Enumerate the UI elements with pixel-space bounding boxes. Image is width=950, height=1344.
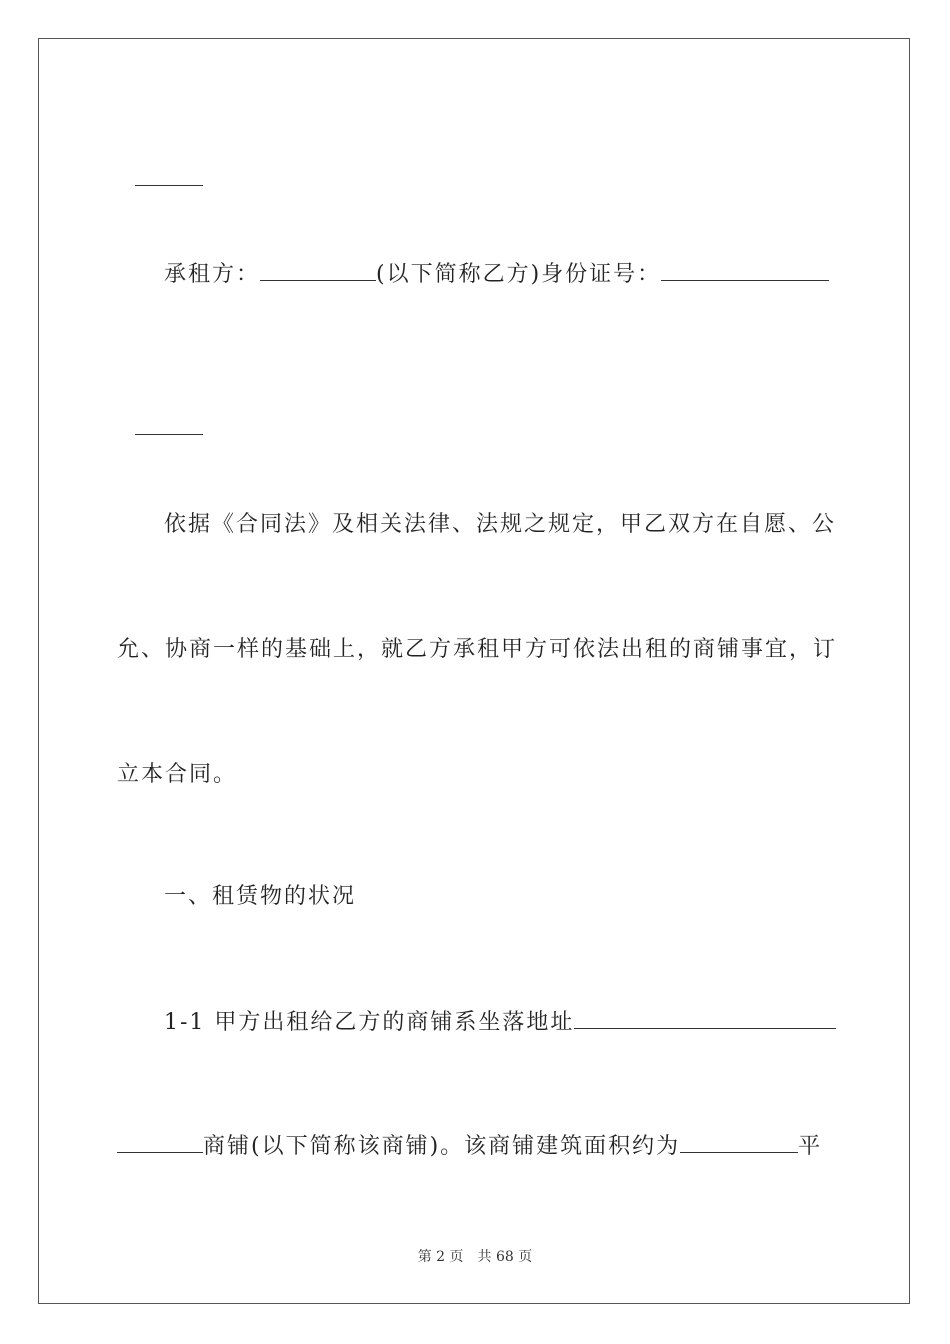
page-number: 第 2 页 共 68 页 [417, 1249, 533, 1265]
address-blank-cont[interactable] [117, 1132, 203, 1153]
clause-text: 平 [798, 1134, 823, 1159]
paragraph-line: 依据《合同法》及相关法律、法规之规定，甲乙双方在自愿、公 [164, 512, 837, 537]
blank-line-2 [117, 384, 837, 444]
lessee-name-blank[interactable] [260, 260, 376, 281]
lessee-line [164, 260, 836, 290]
clause-line [117, 1132, 837, 1162]
section-heading: 一、租赁物的状况 [164, 884, 357, 909]
address-blank[interactable] [574, 1008, 836, 1029]
area-blank[interactable] [680, 1132, 798, 1153]
clause-text: 1-1 甲方出租给乙方的商铺系坐落地址 [164, 1010, 575, 1035]
fill-blank[interactable] [135, 414, 203, 435]
clause-text: 商铺(以下简称该商铺)。该商铺建筑面积约为 [203, 1134, 681, 1159]
page-frame [38, 38, 910, 1304]
id-number-blank[interactable] [661, 260, 829, 281]
blank-line-1 [117, 135, 837, 195]
lessee-abbr: (以下简称乙方)身份证号： [376, 262, 662, 287]
fill-blank[interactable] [135, 165, 203, 186]
lessee-label: 承租方： [164, 262, 261, 287]
paragraph-line: 立本合同。 [117, 762, 238, 787]
clause-line [164, 1008, 836, 1038]
paragraph-line: 允、协商一样的基础上，就乙方承租甲方可依法出租的商铺事宜，订 [117, 637, 838, 662]
